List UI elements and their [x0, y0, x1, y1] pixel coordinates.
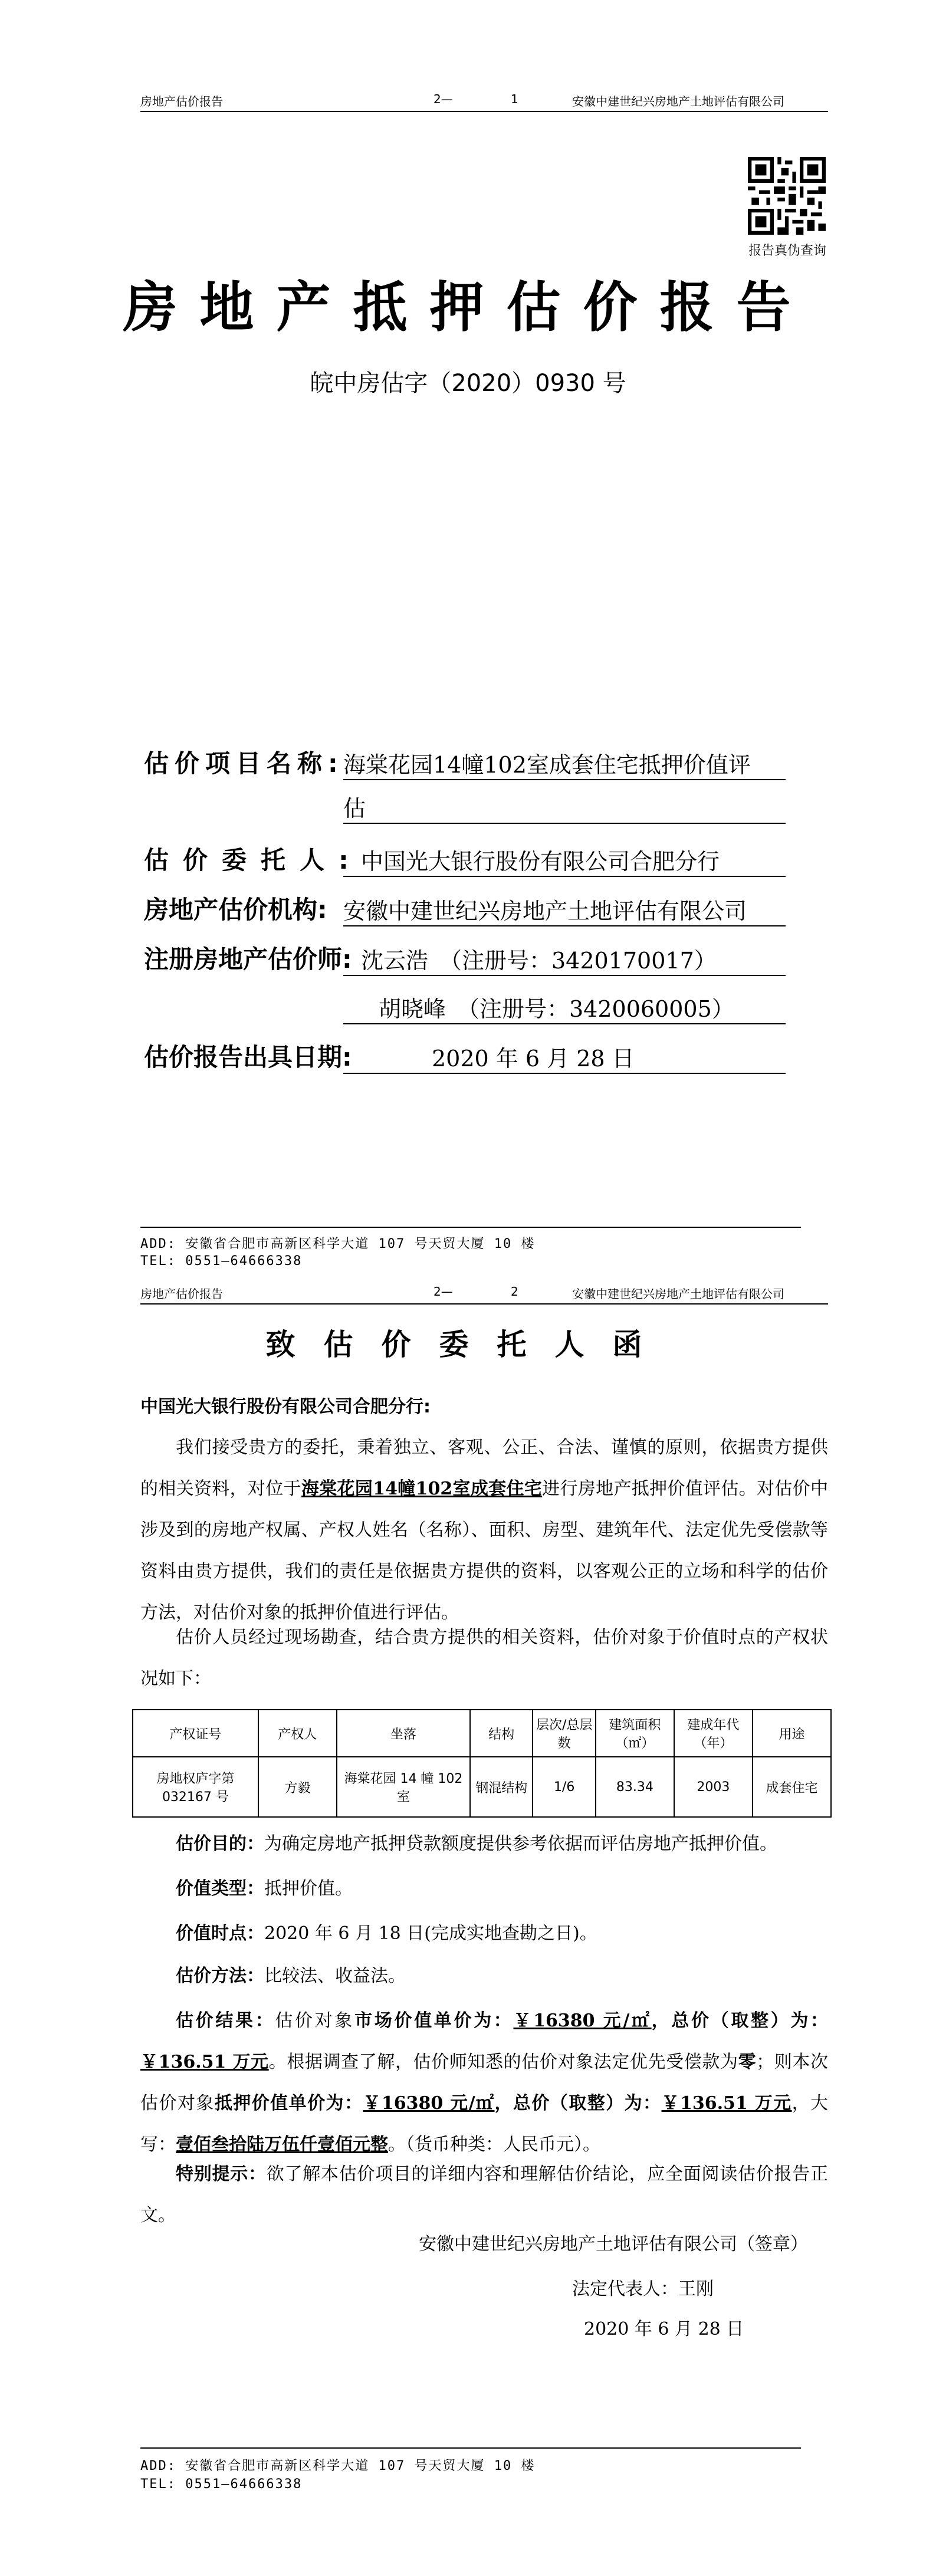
table-row: 房地权庐字第 032167 号 方毅 海棠花园 14 幢 102 室 钢混结构 1/6 83.34 2003 成套住宅: [133, 1757, 831, 1817]
header-left: 房地产估价报告: [140, 94, 223, 109]
field-date: [144, 1038, 635, 1073]
header-num: 1: [511, 92, 518, 106]
field-appraiser: [144, 940, 717, 975]
field-label: 房地产估价机构:: [144, 895, 327, 924]
qr-code-icon[interactable]: [748, 157, 826, 235]
field-label: 估价项目名称:: [144, 749, 344, 778]
field-value: 沈云浩 （注册号：3420170017）: [343, 942, 786, 976]
footer-tel: TEL: 0551—64666338: [140, 2477, 303, 2492]
footer-address: ADD: 安徽省合肥市高新区科学大道 107 号天贸大厦 10 楼: [140, 1237, 536, 1251]
field-value: 中国光大银行股份有限公司合肥分行: [343, 843, 786, 877]
field-label: 估价报告出具日期:: [144, 1043, 352, 1072]
page-header: [140, 92, 828, 116]
time-line: 价值时点：2020 年 6 月 18 日(完成实地查勘之日)。: [176, 1923, 597, 1944]
doc-number: 皖中房估字（2020）0930 号: [310, 370, 626, 397]
header-right: 安徽中建世纪兴房地产土地评估有限公司: [572, 94, 784, 109]
note-paragraph: 特别提示：欲了解本估价项目的详细内容和理解估价结论，应全面阅读估价报告正文。: [140, 2164, 829, 2226]
type-line: 价值类型：抵押价值。: [176, 1878, 353, 1899]
result-paragraph: 估价结果：估价对象市场价值单价为：￥16380 元/㎡，总价（取整）为：￥136.51 万元。根据调查了解，估价师知悉的估价对象法定优先受偿款为零；则本次估价对象抵押价值单价为：￥16380 元/㎡，总价（取整）为：￥136.51 万元，大写：壹佰叁拾陆万伍仟壹佰元整。（货币种类：人民币元）。: [140, 2010, 829, 2155]
field-label: 估价委托人:: [144, 846, 363, 875]
table-header-row: 产权证号 产权人 坐落 结构 层次/总层数 建筑面积（㎡） 建成年代（年） 用途: [133, 1710, 831, 1757]
field-value: 海棠花园14幢102室成套住宅抵押价值评: [343, 747, 786, 780]
letter-paragraph: 我们接受贵方的委托，秉着独立、客观、公正、合法、谨慎的原则，依据贵方提供的相关资料，对位于海棠花园14幢102室成套住宅进行房地产抵押价值评估。对估价中涉及到的房地产权属、产权人姓名（名称）、面积、房型、建筑年代、法定优先受偿款等资料由贵方提供，我们的责任是依据贵方提供的资料，以客观公正的立场和科学的估价方法，对估价对象的抵押价值进行评估。: [140, 1437, 828, 1623]
footer-address: ADD: 安徽省合肥市高新区科学大道 107 号天贸大厦 10 楼: [140, 2459, 536, 2473]
footer-tel: TEL: 0551—64666338: [140, 1254, 303, 1269]
sign-representative: 法定代表人：王刚: [572, 2279, 714, 2299]
header-page: 2—: [433, 1284, 453, 1299]
sign-company: 安徽中建世纪兴房地产土地评估有限公司（签章）: [419, 2234, 808, 2255]
purpose-line: 估价目的：为确定房地产抵押贷款额度提供参考依据而评估房地产抵押价值。: [176, 1834, 777, 1854]
field-label: 注册房地产估价师:: [144, 945, 352, 974]
field-project: [144, 744, 751, 780]
header-left: 房地产估价报告: [140, 1287, 223, 1301]
letter-title: 致估价委托人函: [265, 1328, 671, 1362]
letter-paragraph: 估价人员经过现场勘查，结合贵方提供的相关资料，估价对象于价值时点的产权状况如下：: [140, 1627, 828, 1689]
field-client: [144, 841, 720, 876]
addressee: 中国光大银行股份有限公司合肥分行:: [140, 1397, 431, 1417]
header-right: 安徽中建世纪兴房地产土地评估有限公司: [572, 1287, 784, 1301]
field-value: 2020 年 6 月 28 日: [343, 1040, 786, 1074]
qr-label: 报告真伪查询: [748, 244, 826, 258]
method-line: 估价方法：比较法、收益法。: [176, 1966, 406, 1986]
field-value: 估: [343, 790, 786, 824]
field-value: 安徽中建世纪兴房地产土地评估有限公司: [343, 893, 786, 926]
page-title: 房地产抵押估价报告: [123, 276, 813, 339]
property-table: [132, 1709, 832, 1818]
page-header: [140, 1284, 828, 1308]
header-num: 2: [511, 1284, 518, 1299]
header-page: 2—: [433, 92, 453, 106]
sign-date: 2020 年 6 月 28 日: [584, 2319, 744, 2340]
field-agency: [144, 891, 747, 926]
field-value: 胡晓峰 （注册号：3420060005）: [343, 991, 786, 1024]
